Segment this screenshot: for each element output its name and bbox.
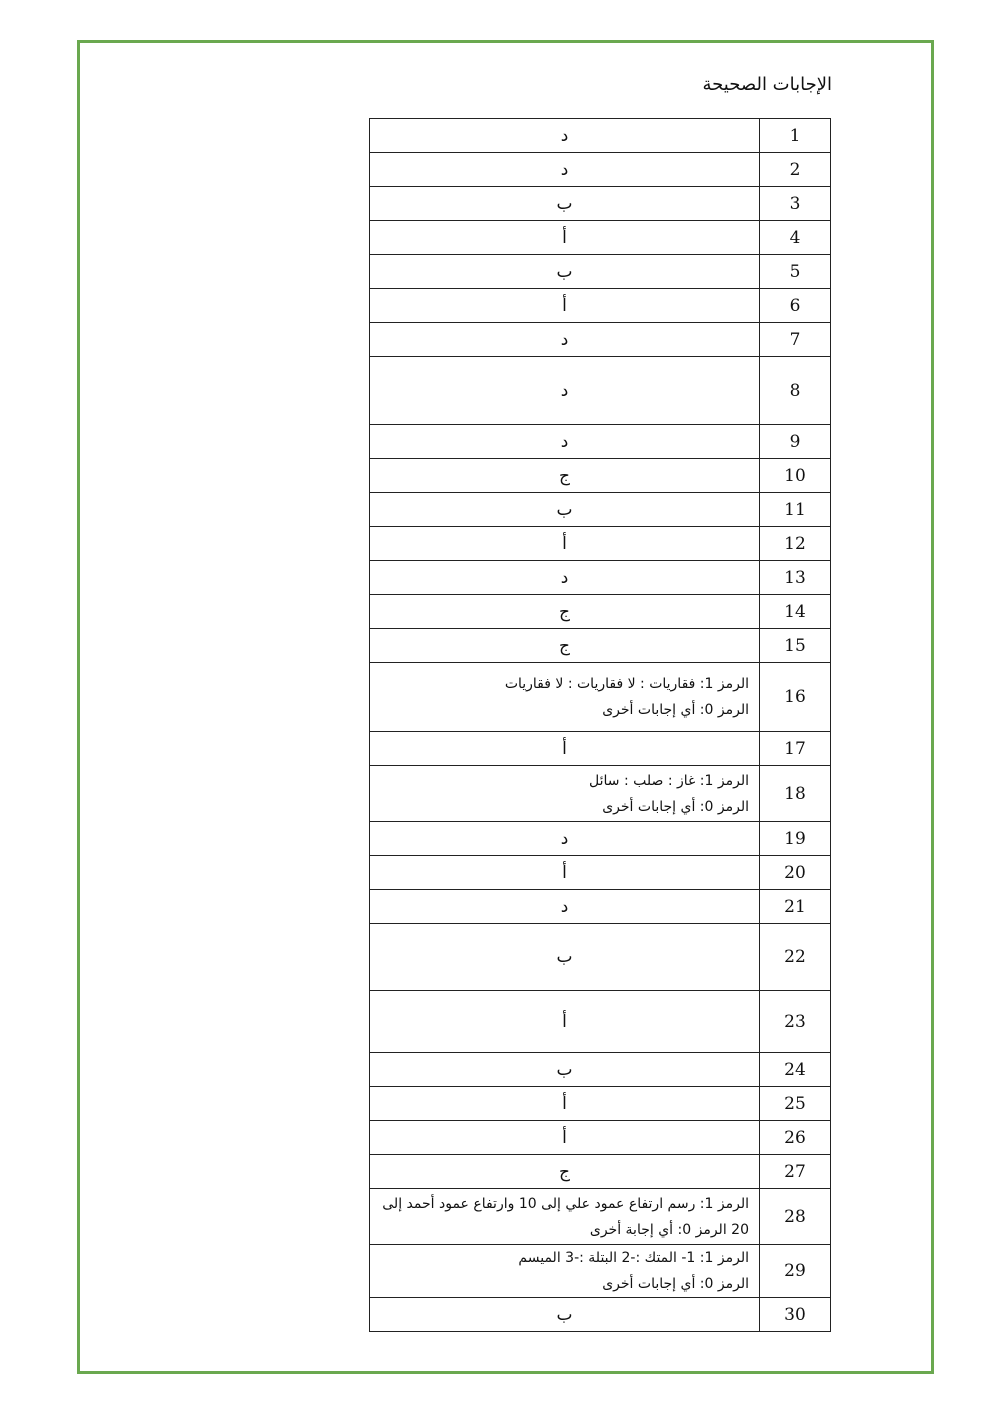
answer-text: د	[560, 329, 569, 350]
table-row	[370, 924, 831, 991]
question-number: 10	[760, 459, 831, 493]
answer-cell	[370, 493, 760, 527]
table-row	[370, 357, 831, 425]
answer-text: الرمز 1: غاز : صلب : سائل	[589, 772, 749, 789]
question-number: 17	[760, 732, 831, 766]
answer-cell	[370, 732, 760, 766]
question-number: 30	[760, 1298, 831, 1332]
question-number: 9	[760, 425, 831, 459]
table-row	[370, 1298, 831, 1332]
answer-text: ب	[556, 1059, 573, 1080]
answer-text: ج	[559, 465, 570, 486]
answer-text: الرمز 1: 1- المتك :-2 البتلة :-3 الميسم	[518, 1250, 749, 1266]
table-row	[370, 1155, 831, 1189]
table-row	[370, 890, 831, 924]
answer-text: ب	[556, 947, 573, 967]
table-row	[370, 663, 831, 732]
answer-cell	[370, 1087, 760, 1121]
question-number: 24	[760, 1053, 831, 1087]
question-number: 2	[760, 153, 831, 187]
table-row	[370, 1087, 831, 1121]
question-number: 3	[760, 187, 831, 221]
table-row	[370, 153, 831, 187]
answers-table-body	[370, 119, 831, 1332]
answer-text: د	[560, 431, 569, 452]
table-row	[370, 255, 831, 289]
question-number: 5	[760, 255, 831, 289]
answer-text: ب	[556, 499, 573, 520]
answer-cell	[370, 1053, 760, 1087]
answer-cell	[370, 766, 760, 822]
answer-text: الرمز 0: أي إجابات أخرى	[602, 798, 749, 815]
answer-text: أ	[562, 738, 567, 759]
table-row	[370, 289, 831, 323]
table-row	[370, 822, 831, 856]
table-row	[370, 527, 831, 561]
question-number: 14	[760, 595, 831, 629]
answer-text: أ	[562, 1127, 567, 1148]
answer-cell	[370, 595, 760, 629]
table-row	[370, 766, 831, 822]
question-number: 13	[760, 561, 831, 595]
question-number: 23	[760, 991, 831, 1053]
answer-text: الرمز 0: أي إجابات أخرى	[602, 1276, 749, 1292]
answer-text: الرمز 1: رسم ارتفاع عمود علي إلى 10 وارتفاع عمود أحمد إلى	[382, 1195, 749, 1212]
question-number: 7	[760, 323, 831, 357]
question-number: 29	[760, 1245, 831, 1298]
answer-cell	[370, 1298, 760, 1332]
table-row	[370, 425, 831, 459]
answer-text: الرمز 1: فقاريات : لا فقاريات : لا فقاريات	[504, 676, 749, 692]
answer-cell	[370, 357, 760, 425]
answer-text: د	[560, 828, 569, 849]
answer-cell	[370, 1155, 760, 1189]
table-row	[370, 561, 831, 595]
answer-cell	[370, 459, 760, 493]
answer-text: ج	[559, 635, 570, 656]
answer-text: أ	[562, 1093, 567, 1114]
answer-text: ج	[559, 601, 570, 622]
answer-cell	[370, 425, 760, 459]
answer-cell	[370, 153, 760, 187]
answer-cell	[370, 561, 760, 595]
answer-text: د	[560, 896, 569, 917]
question-number: 27	[760, 1155, 831, 1189]
answer-text: د	[560, 159, 569, 180]
question-number: 22	[760, 924, 831, 991]
answer-text: أ	[562, 295, 567, 316]
table-row	[370, 1053, 831, 1087]
answer-cell	[370, 890, 760, 924]
answer-text: الرمز 0: أي إجابات أخرى	[602, 702, 749, 718]
page-title: الإجابات الصحيحة	[702, 74, 832, 95]
question-number: 26	[760, 1121, 831, 1155]
answer-text: أ	[562, 862, 567, 883]
answer-text: د	[560, 380, 569, 401]
question-number: 18	[760, 766, 831, 822]
question-number: 6	[760, 289, 831, 323]
table-row	[370, 1121, 831, 1155]
table-row	[370, 595, 831, 629]
answer-cell	[370, 663, 760, 732]
table-row	[370, 323, 831, 357]
answer-cell	[370, 323, 760, 357]
answer-cell	[370, 527, 760, 561]
table-row	[370, 1245, 831, 1298]
answer-cell	[370, 119, 760, 153]
question-number: 11	[760, 493, 831, 527]
answer-cell	[370, 187, 760, 221]
answer-cell	[370, 822, 760, 856]
answer-cell	[370, 289, 760, 323]
table-row	[370, 629, 831, 663]
answer-text: ج	[559, 1161, 570, 1182]
answer-text: د	[560, 125, 569, 146]
question-number: 12	[760, 527, 831, 561]
table-row	[370, 459, 831, 493]
table-row	[370, 1189, 831, 1245]
question-number: 20	[760, 856, 831, 890]
question-number: 8	[760, 357, 831, 425]
question-number: 28	[760, 1189, 831, 1245]
question-number: 15	[760, 629, 831, 663]
answer-text: ب	[556, 261, 573, 282]
question-number: 19	[760, 822, 831, 856]
question-number: 16	[760, 663, 831, 732]
answers-table	[369, 118, 831, 1332]
table-row	[370, 187, 831, 221]
answer-text: أ	[562, 1011, 567, 1032]
question-number: 21	[760, 890, 831, 924]
answer-cell	[370, 1189, 760, 1245]
answer-cell	[370, 1245, 760, 1298]
table-row	[370, 856, 831, 890]
answer-text: أ	[562, 533, 567, 554]
answer-text: د	[560, 567, 569, 588]
table-row	[370, 493, 831, 527]
answer-text: ب	[556, 193, 573, 214]
answer-text: أ	[562, 227, 567, 248]
answer-cell	[370, 255, 760, 289]
answer-cell	[370, 221, 760, 255]
answer-cell	[370, 856, 760, 890]
answer-text: ب	[556, 1304, 573, 1325]
answer-text: 20 الرمز 0: أي إجابة أخرى	[589, 1221, 749, 1238]
question-number: 25	[760, 1087, 831, 1121]
question-number: 1	[760, 119, 831, 153]
answer-cell	[370, 629, 760, 663]
table-row	[370, 119, 831, 153]
table-row	[370, 221, 831, 255]
answer-cell	[370, 991, 760, 1053]
table-row	[370, 991, 831, 1053]
answer-cell	[370, 924, 760, 991]
answer-cell	[370, 1121, 760, 1155]
table-row	[370, 732, 831, 766]
question-number: 4	[760, 221, 831, 255]
